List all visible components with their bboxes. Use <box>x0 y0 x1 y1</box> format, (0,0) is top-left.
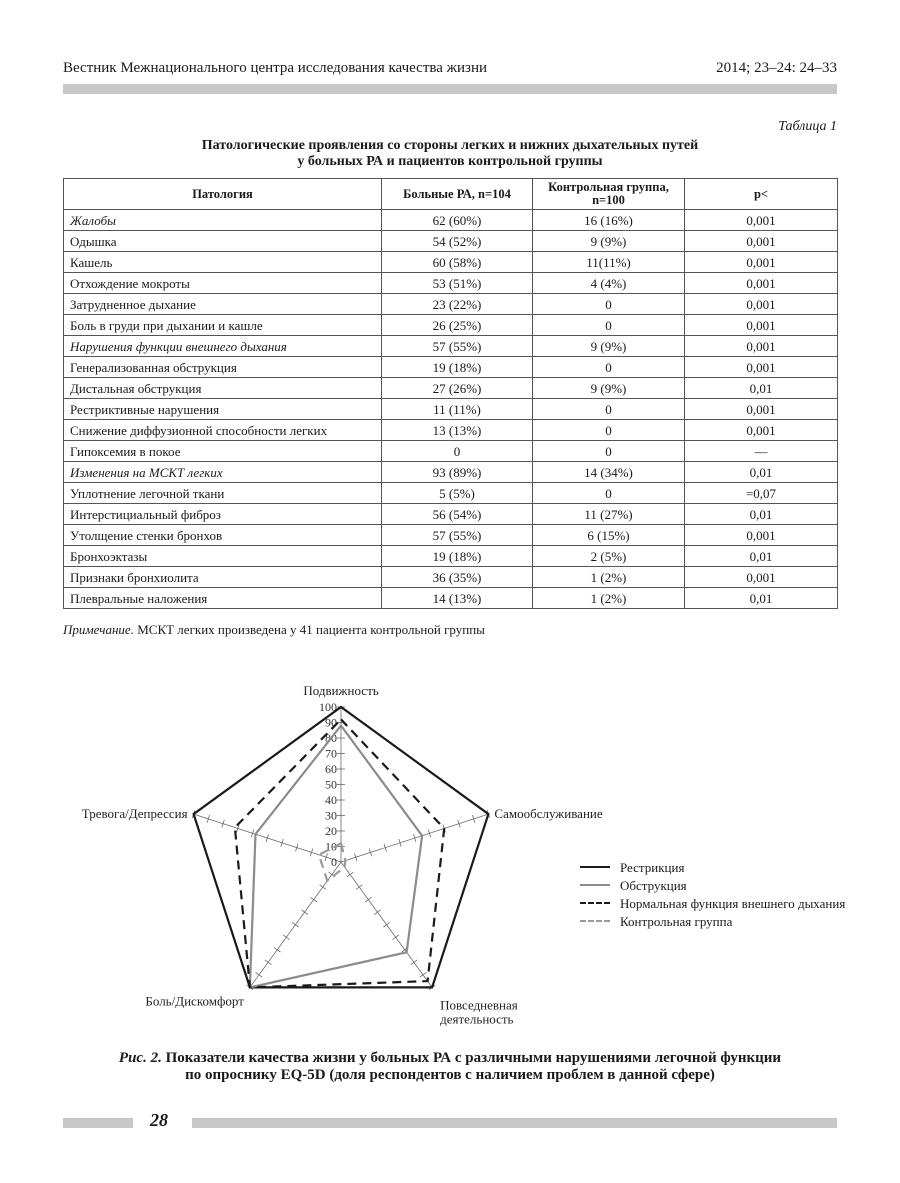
cell-ra: 27 (26%) <box>382 378 533 399</box>
legend-swatch <box>580 920 610 922</box>
legend-label: Контрольная группа <box>620 914 733 929</box>
cell-pathology: Кашель <box>64 252 382 273</box>
cell-p: 0,001 <box>685 315 838 336</box>
cell-ra: 13 (13%) <box>382 420 533 441</box>
legend-item <box>580 860 845 875</box>
radar-tick-label: 70 <box>325 746 337 761</box>
cell-p: — <box>685 441 838 462</box>
cell-pathology: Утолщение стенки бронхов <box>64 525 382 546</box>
cell-control: 0 <box>533 294 685 315</box>
radar-tick-mark <box>356 885 362 890</box>
radar-tick-label: 60 <box>325 762 337 776</box>
cell-ra: 56 (54%) <box>382 504 533 525</box>
caption-label: Рис. 2. <box>118 1050 162 1066</box>
table-row <box>64 294 838 315</box>
cell-ra: 23 (22%) <box>382 294 533 315</box>
table-row <box>64 420 838 441</box>
radar-tick-mark <box>283 935 289 940</box>
table-row <box>64 567 838 588</box>
table-row <box>64 462 838 483</box>
radar-axis-label: Подвижность <box>303 683 379 698</box>
cell-pathology: Снижение диффузионной способности легких <box>64 420 382 441</box>
table-label: Таблица 1 <box>778 119 837 134</box>
cell-control: 0 <box>533 483 685 504</box>
issue-info: 2014; 23–24: 24–33 <box>716 60 837 76</box>
cell-p: 0,001 <box>685 336 838 357</box>
table-row <box>64 210 838 231</box>
table-row <box>64 357 838 378</box>
table-header-row <box>64 179 838 210</box>
radar-tick-label: 10 <box>325 839 337 854</box>
column-header-control: Контрольная группа, n=100 <box>533 179 685 210</box>
cell-control: 9 (9%) <box>533 231 685 252</box>
cell-pathology: Генерализованная обструкция <box>64 357 382 378</box>
caption-text: Показатели качества жизни у больных РА с различными нарушениями легочной функции <box>165 1050 782 1066</box>
footer-rule-right <box>192 1118 837 1128</box>
cell-control: 11 (27%) <box>533 504 685 525</box>
table-title <box>63 138 837 170</box>
cell-p: 0,01 <box>685 588 838 609</box>
radar-tick-mark <box>374 910 380 915</box>
radar-tick-label: 20 <box>325 824 337 838</box>
running-head <box>63 60 837 80</box>
radar-chart <box>0 670 900 1030</box>
legend-label: Нормальная функция внешнего дыхания <box>620 896 846 911</box>
cell-pathology: Плевральные наложения <box>64 588 382 609</box>
chart-legend <box>580 860 845 932</box>
radar-tick-mark <box>292 922 298 927</box>
cell-control: 0 <box>533 357 685 378</box>
table-row <box>64 378 838 399</box>
legend-item <box>580 914 845 929</box>
table-row <box>64 504 838 525</box>
table-note <box>63 622 485 638</box>
footer-rule-left <box>63 1118 133 1128</box>
cell-control: 0 <box>533 315 685 336</box>
cell-pathology: Одышка <box>64 231 382 252</box>
table-row <box>64 483 838 504</box>
table-row <box>64 315 838 336</box>
journal-title: Вестник Межнационального центра исследования качества жизни <box>63 60 488 76</box>
cell-p: 0,001 <box>685 231 838 252</box>
table-title-line-2: у больных РА и пациентов контрольной группы <box>297 154 603 169</box>
cell-pathology: Затрудненное дыхание <box>64 294 382 315</box>
cell-ra: 11 (11%) <box>382 399 533 420</box>
radar-tick-mark <box>420 973 426 978</box>
cell-control: 2 (5%) <box>533 546 685 567</box>
cell-pathology: Уплотнение легочной ткани <box>64 483 382 504</box>
cell-p: 0,001 <box>685 420 838 441</box>
cell-pathology: Нарушения функции внешнего дыхания <box>64 336 382 357</box>
cell-p: 0,001 <box>685 210 838 231</box>
legend-item <box>580 878 845 893</box>
radar-tick-mark <box>301 910 307 915</box>
caption-line-2: по опроснику EQ-5D (доля респондентов с наличием проблем в данной сфере) <box>185 1067 715 1083</box>
radar-tick-label: 80 <box>325 731 337 745</box>
cell-ra: 14 (13%) <box>382 588 533 609</box>
page-number: 28 <box>150 1110 168 1130</box>
cell-pathology: Гипоксемия в покое <box>64 441 382 462</box>
note-label: Примечание. <box>63 622 134 637</box>
radar-tick-mark <box>265 960 271 965</box>
legend-label: Рестрикция <box>620 860 685 875</box>
table-row <box>64 273 838 294</box>
cell-ra: 36 (35%) <box>382 567 533 588</box>
column-header-p: p< <box>685 179 838 210</box>
cell-p: 0,01 <box>685 546 838 567</box>
legend-swatch <box>580 902 610 904</box>
legend-swatch <box>580 866 610 868</box>
cell-control: 14 (34%) <box>533 462 685 483</box>
cell-control: 4 (4%) <box>533 273 685 294</box>
cell-ra: 26 (25%) <box>382 315 533 336</box>
cell-p: 0,001 <box>685 399 838 420</box>
cell-pathology: Признаки бронхиолита <box>64 567 382 588</box>
radar-tick-mark <box>365 897 371 902</box>
cell-control: 1 (2%) <box>533 567 685 588</box>
cell-ra: 93 (89%) <box>382 462 533 483</box>
radar-tick-mark <box>411 960 417 965</box>
legend-label: Обструкция <box>620 878 687 893</box>
cell-p: 0,001 <box>685 357 838 378</box>
cell-ra: 62 (60%) <box>382 210 533 231</box>
table-body <box>64 210 838 609</box>
cell-pathology: Отхождение мокроты <box>64 273 382 294</box>
cell-control: 0 <box>533 441 685 462</box>
pathology-table <box>63 178 838 609</box>
radar-chart-svg <box>0 670 900 1030</box>
cell-p: 0,001 <box>685 525 838 546</box>
radar-tick-mark <box>274 947 280 952</box>
legend-item <box>580 896 845 911</box>
radar-axis-label: Тревога/Депрессия <box>81 806 188 822</box>
caption-line-1 <box>63 1050 837 1067</box>
cell-ra: 53 (51%) <box>382 273 533 294</box>
cell-pathology: Боль в груди при дыхании и кашле <box>64 315 382 336</box>
cell-p: 0,001 <box>685 567 838 588</box>
table-row <box>64 336 838 357</box>
radar-tick-label: 50 <box>325 777 337 792</box>
note-text: МСКТ легких произведена у 41 пациента контрольной группы <box>137 622 485 637</box>
table-row <box>64 441 838 462</box>
cell-p: 0,01 <box>685 504 838 525</box>
cell-pathology: Рестриктивные нарушения <box>64 399 382 420</box>
radar-axis-label: Боль/Дискомфорт <box>145 993 244 1009</box>
cell-control: 1 (2%) <box>533 588 685 609</box>
cell-pathology: Жалобы <box>64 210 382 231</box>
radar-tick-mark <box>320 885 326 890</box>
cell-control: 0 <box>533 399 685 420</box>
cell-p: 0,001 <box>685 273 838 294</box>
cell-control: 9 (9%) <box>533 378 685 399</box>
radar-tick-label: 30 <box>325 808 337 823</box>
table-row <box>64 588 838 609</box>
cell-ra: 57 (55%) <box>382 525 533 546</box>
radar-tick-mark <box>347 872 353 877</box>
radar-tick-mark <box>310 897 316 902</box>
cell-p: 0,01 <box>685 462 838 483</box>
radar-tick-mark <box>256 973 262 978</box>
cell-control: 9 (9%) <box>533 336 685 357</box>
radar-tick-label: 100 <box>319 700 337 714</box>
radar-axis-label: Самообслуживание <box>494 806 603 822</box>
cell-ra: 60 (58%) <box>382 252 533 273</box>
table-row <box>64 252 838 273</box>
table-row <box>64 546 838 567</box>
cell-control: 11(11%) <box>533 252 685 273</box>
radar-tick-label: 0 <box>331 855 337 869</box>
cell-control: 0 <box>533 420 685 441</box>
cell-ra: 19 (18%) <box>382 357 533 378</box>
cell-ra: 0 <box>382 441 533 462</box>
cell-ra: 5 (5%) <box>382 483 533 504</box>
cell-p: 0,001 <box>685 252 838 273</box>
header-rule <box>63 84 837 94</box>
cell-pathology: Интерстициальный фиброз <box>64 504 382 525</box>
table-row <box>64 231 838 252</box>
legend-swatch <box>580 884 610 886</box>
figure-caption <box>63 1050 837 1084</box>
cell-ra: 54 (52%) <box>382 231 533 252</box>
cell-control: 6 (15%) <box>533 525 685 546</box>
radar-tick-mark <box>392 935 398 940</box>
cell-ra: 19 (18%) <box>382 546 533 567</box>
cell-control: 16 (16%) <box>533 210 685 231</box>
column-header-ra: Больные РА, n=104 <box>382 179 533 210</box>
table-row <box>64 399 838 420</box>
cell-p: 0,01 <box>685 378 838 399</box>
radar-tick-label: 40 <box>325 793 337 807</box>
cell-pathology: Изменения на МСКТ легких <box>64 462 382 483</box>
cell-pathology: Дистальная обструкция <box>64 378 382 399</box>
cell-ra: 57 (55%) <box>382 336 533 357</box>
table-row <box>64 525 838 546</box>
column-header-pathology: Патология <box>64 179 382 210</box>
radar-tick-label: 90 <box>325 715 337 730</box>
cell-pathology: Бронхоэктазы <box>64 546 382 567</box>
table-title-line-1: Патологические проявления со стороны легких и нижних дыхательных путей <box>201 138 699 153</box>
radar-axis-label: Повседневная деятельность <box>440 997 518 1027</box>
radar-tick-mark <box>383 922 389 927</box>
cell-p: 0,001 <box>685 294 838 315</box>
cell-p: =0,07 <box>685 483 838 504</box>
